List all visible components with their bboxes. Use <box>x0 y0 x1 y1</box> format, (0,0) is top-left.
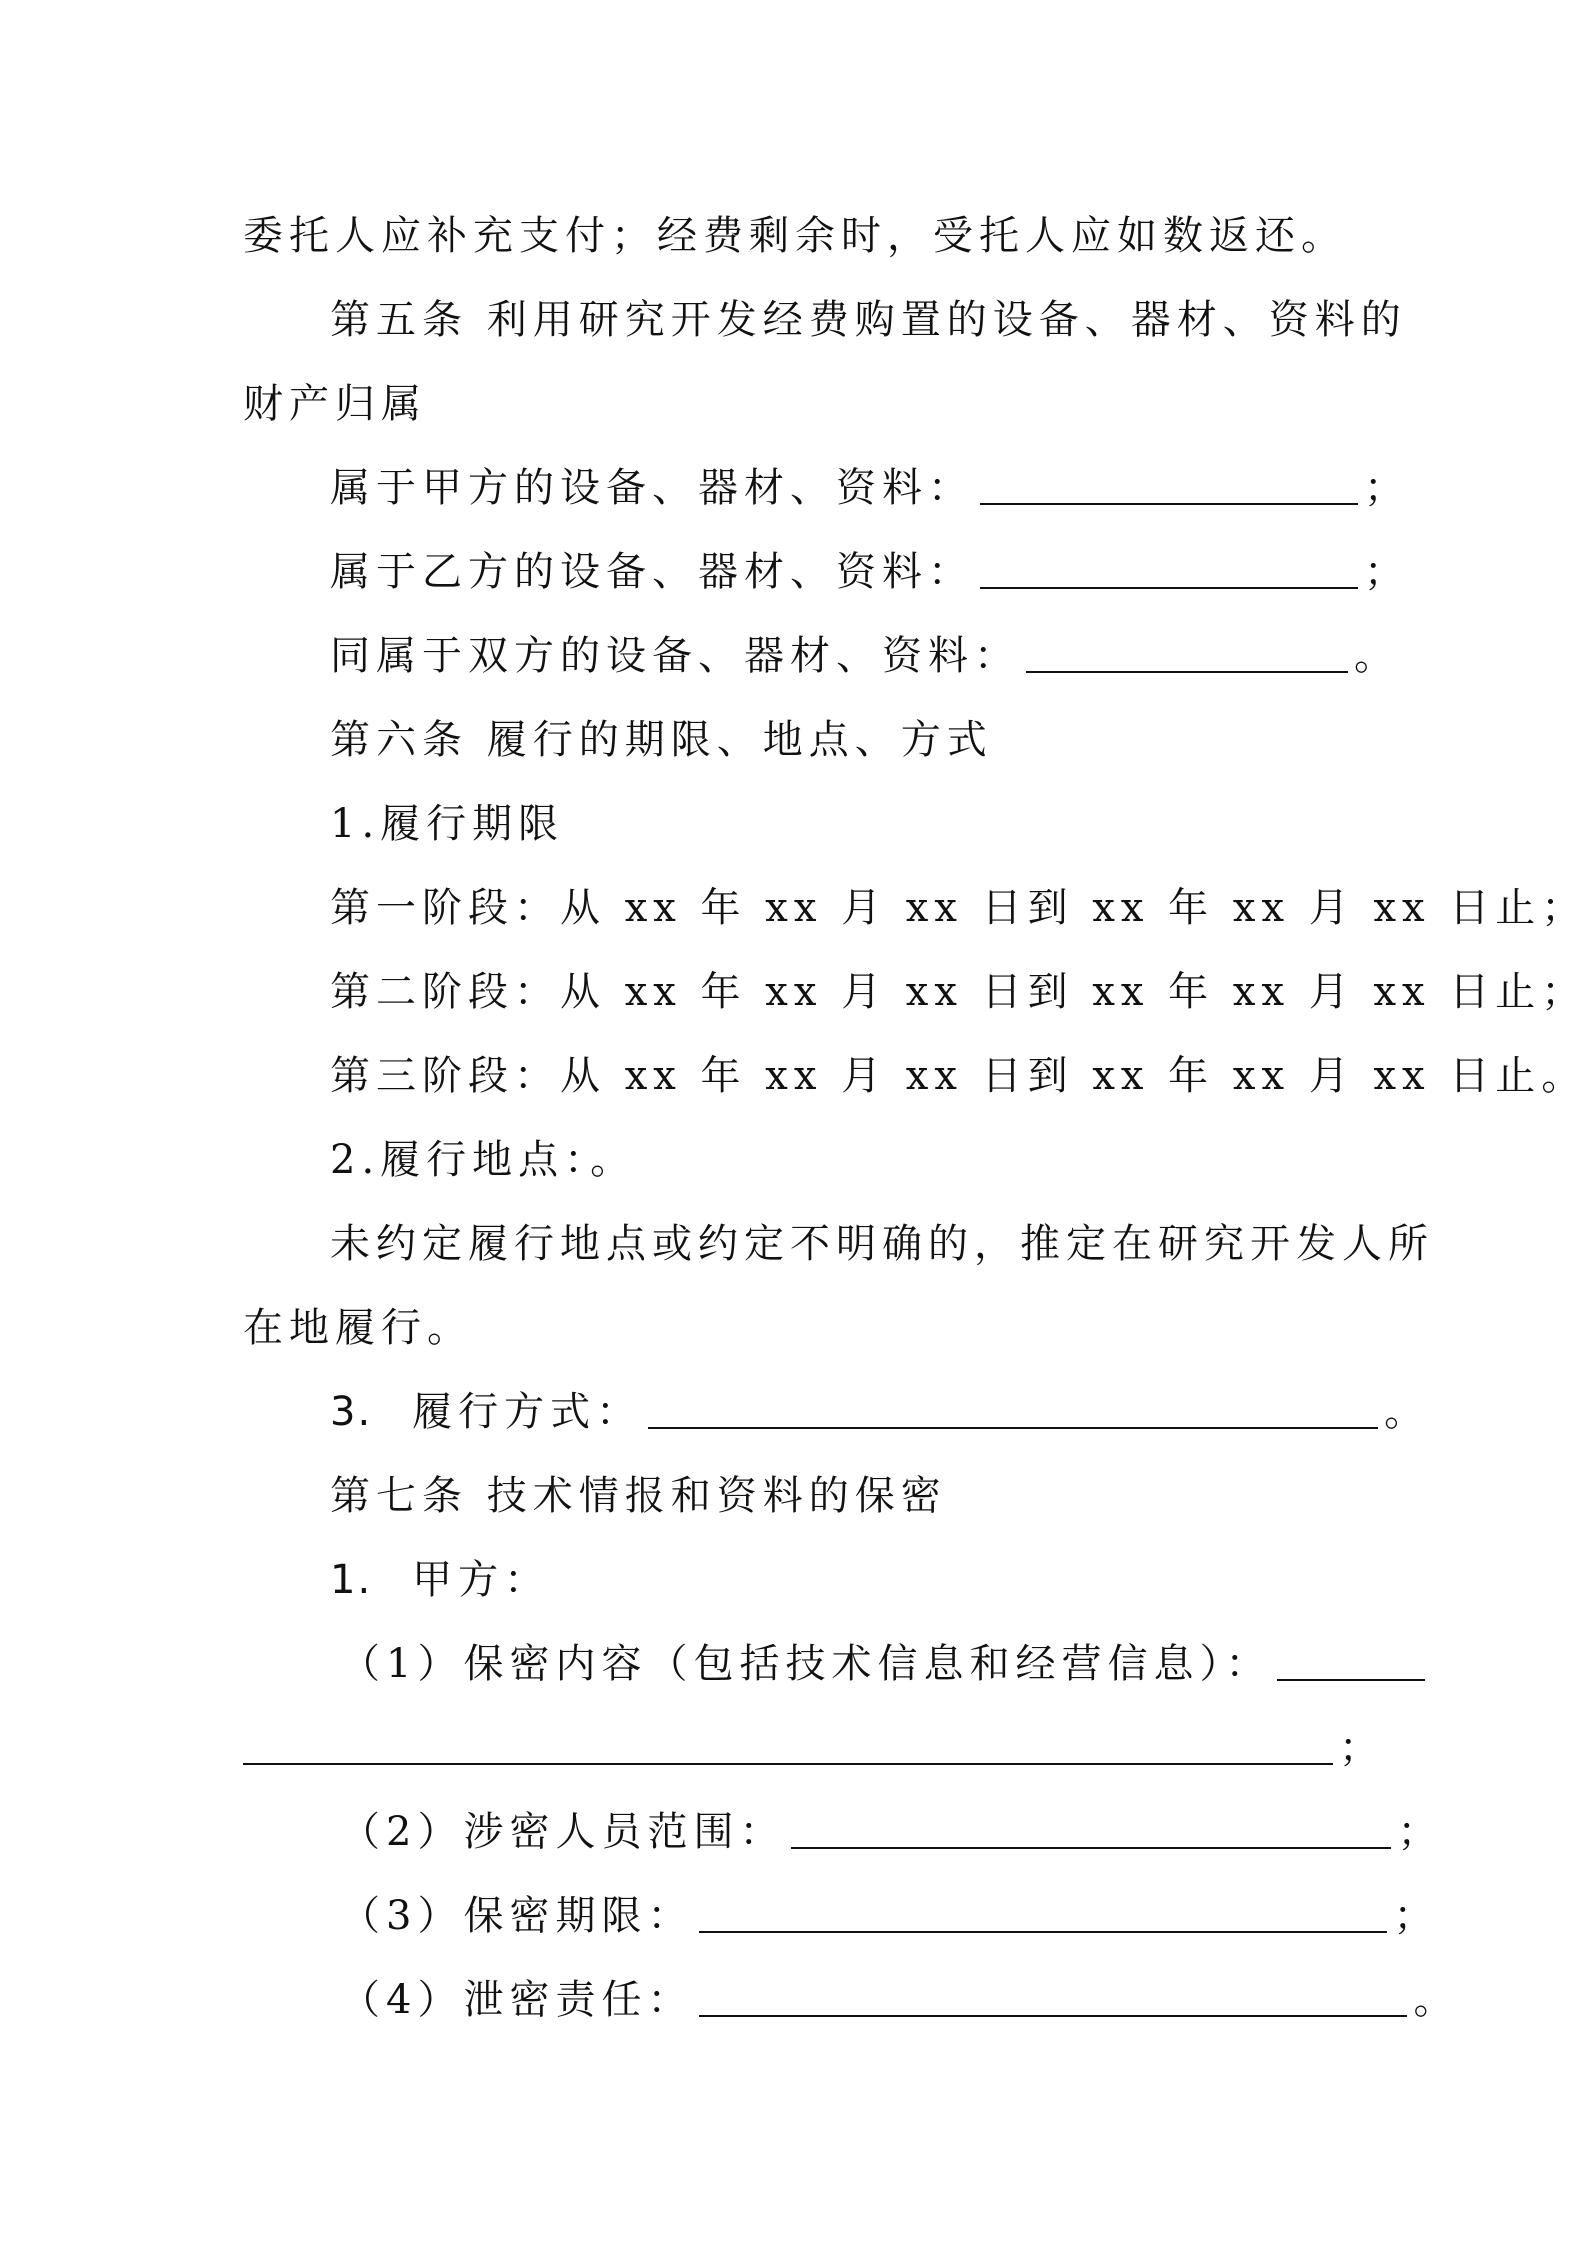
text: 第二阶段：从 xx 年 xx 月 xx 日到 xx 年 xx 月 xx 日止； <box>330 969 1587 1015</box>
punct: ； <box>1339 1725 1385 1771</box>
personnel-scope-line <box>340 1790 1443 1874</box>
fill-blank[interactable] <box>243 1729 1333 1765</box>
text: 2.履行地点：。 <box>330 1137 637 1183</box>
punct: ； <box>1364 549 1410 595</box>
party-b-equipment-line <box>330 530 1410 614</box>
place-paragraph-cont <box>243 1286 473 1370</box>
confidential-content-line <box>340 1622 1431 1706</box>
stage-3-line <box>330 1034 1587 1118</box>
confidential-term-line <box>340 1874 1439 1958</box>
text: 第一阶段：从 xx 年 xx 月 xx 日到 xx 年 xx 月 xx 日止； <box>330 885 1587 931</box>
item-number: 3. <box>330 1389 373 1435</box>
label: 属于甲方的设备、器材、资料： <box>330 465 974 511</box>
label: （2）涉密人员范围： <box>340 1809 786 1855</box>
leak-liability-line <box>340 1958 1459 2042</box>
punct: ； <box>1397 1809 1444 1855</box>
text: 第七条 技术情报和资料的保密 <box>330 1473 947 1519</box>
article-6-heading <box>330 698 993 782</box>
term-heading <box>330 782 564 866</box>
punct: 。 <box>1384 1389 1431 1435</box>
punct: ； <box>1364 465 1410 511</box>
fill-blank[interactable] <box>980 553 1358 589</box>
party-a-heading <box>330 1538 550 1622</box>
punct: 。 <box>1413 1977 1460 2023</box>
place-paragraph <box>330 1202 1434 1286</box>
article-5-heading <box>330 278 1407 362</box>
fill-blank[interactable] <box>1026 637 1348 673</box>
text: 第六条 履行的期限、地点、方式 <box>330 717 993 763</box>
text: 1.履行期限 <box>330 801 565 847</box>
text: 委托人应补充支付；经费剩余时，受托人应如数返还。 <box>243 213 1347 259</box>
fill-blank[interactable] <box>1277 1645 1425 1681</box>
place-heading <box>330 1118 636 1202</box>
text: 未约定履行地点或约定不明确的，推定在研究开发人所 <box>330 1221 1434 1267</box>
label: 履行方式： <box>412 1389 643 1435</box>
label: （1）保密内容（包括技术信息和经营信息）： <box>340 1641 1272 1687</box>
text: 第三阶段：从 xx 年 xx 月 xx 日到 xx 年 xx 月 xx 日止。 <box>330 1053 1587 1099</box>
stage-1-line <box>330 866 1587 950</box>
label: （3）保密期限： <box>340 1893 694 1939</box>
article-5-heading-cont <box>243 362 427 446</box>
confidential-content-line-cont <box>243 1706 1385 1790</box>
method-line <box>330 1370 1430 1454</box>
item-number: 1. <box>330 1557 373 1603</box>
label: 属于乙方的设备、器材、资料： <box>330 549 974 595</box>
fill-blank[interactable] <box>791 1813 1391 1849</box>
stage-2-line <box>330 950 1587 1034</box>
label: （4）泄密责任： <box>340 1977 694 2023</box>
text: 甲方： <box>412 1557 551 1603</box>
fill-blank[interactable] <box>699 1897 1387 1933</box>
text: 财产归属 <box>243 381 427 427</box>
punct: ； <box>1393 1893 1440 1939</box>
text: 在地履行。 <box>243 1305 473 1351</box>
article-7-heading <box>330 1454 947 1538</box>
fill-blank[interactable] <box>648 1393 1378 1429</box>
party-a-equipment-line <box>330 446 1410 530</box>
shared-equipment-line <box>330 614 1400 698</box>
fill-blank[interactable] <box>980 469 1358 505</box>
fill-blank[interactable] <box>699 1981 1407 2017</box>
punct: 。 <box>1354 633 1400 679</box>
label: 同属于双方的设备、器材、资料： <box>330 633 1020 679</box>
paragraph-line <box>243 194 1347 278</box>
text: 第五条 利用研究开发经费购置的设备、器材、资料的 <box>330 297 1407 343</box>
